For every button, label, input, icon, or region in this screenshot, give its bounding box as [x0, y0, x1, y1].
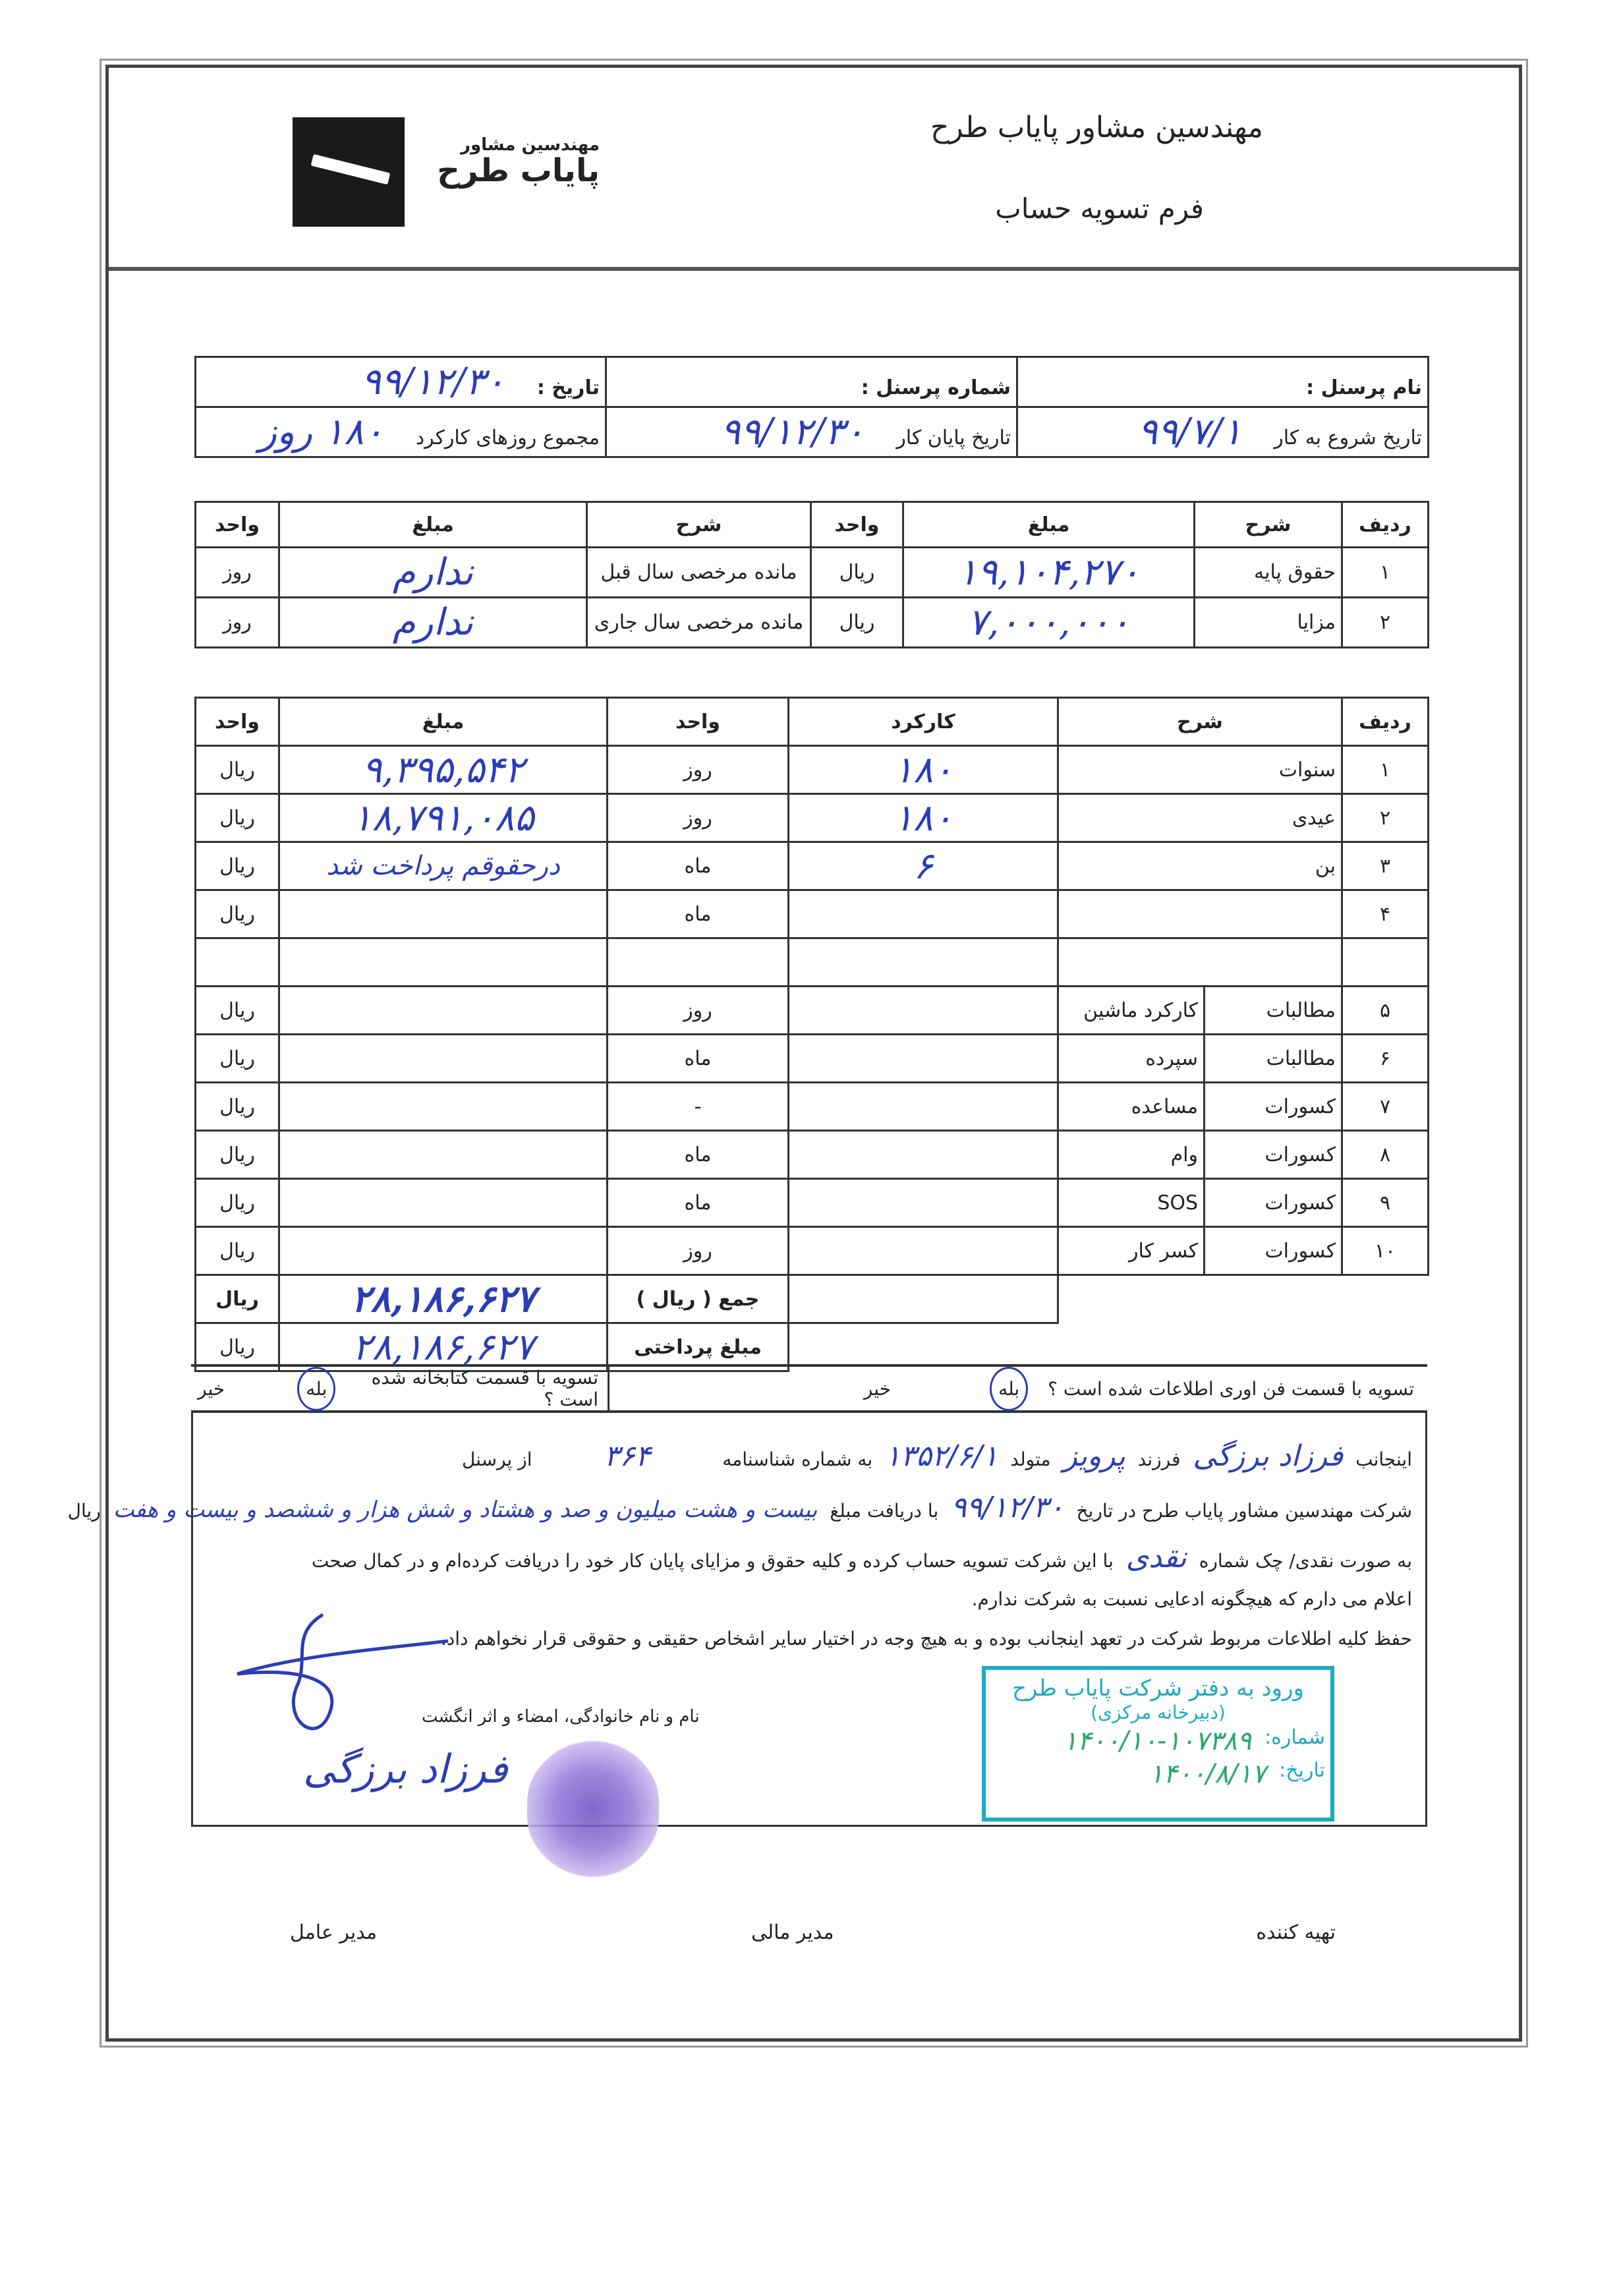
total-row	[196, 1275, 1429, 1323]
row-unit: ماه	[608, 1179, 789, 1227]
column-header: واحد	[811, 502, 903, 548]
row-currency: ریال	[196, 1227, 279, 1275]
column-header: کارکرد	[789, 698, 1058, 746]
row-amount[interactable]	[279, 938, 608, 987]
row-description	[1058, 938, 1342, 987]
row-number	[1342, 938, 1429, 987]
row-work[interactable]	[789, 1131, 1058, 1179]
row-amount[interactable]	[279, 1179, 608, 1227]
logo-text	[415, 135, 600, 187]
statement-text: با دریافت مبلغ	[830, 1500, 939, 1522]
library-no-option[interactable]: خیر	[198, 1377, 225, 1400]
date-cell[interactable]	[196, 357, 606, 407]
row-unit: ماه	[608, 1131, 789, 1179]
statement-line-2	[68, 1491, 1412, 1526]
column-header: ردیف	[1342, 698, 1429, 746]
stamp-number-value: ۱۴۰۰/۱۰-۱۰۷۳۸۹	[1063, 1726, 1252, 1756]
row-amount[interactable]	[279, 1035, 608, 1083]
it-clearance	[857, 1367, 1421, 1410]
fingerprint-icon	[527, 1740, 659, 1878]
column-header: مبلغ	[279, 698, 608, 746]
table-row	[196, 548, 1429, 598]
row-category: کسورات	[1205, 1227, 1342, 1275]
row-number: ۳	[1342, 842, 1429, 890]
row-currency: ریال	[196, 746, 279, 794]
company-name: مهندسین مشاور پایاب طرح	[930, 111, 1263, 144]
finance-manager-label: مدیر مالی	[751, 1921, 834, 1944]
row-work[interactable]	[789, 1035, 1058, 1083]
row-amount[interactable]: درحقوقم پرداخت شد	[279, 842, 608, 890]
table-header-row	[196, 502, 1429, 548]
column-header: مبلغ	[279, 502, 587, 548]
date-label: تاریخ :	[536, 376, 600, 399]
table-row	[196, 746, 1429, 794]
total-unit: ریال	[196, 1275, 279, 1323]
column-header: ردیف	[1342, 502, 1429, 548]
signature-name: فرزاد برزگی	[303, 1746, 508, 1793]
row-unit: روز	[196, 598, 279, 648]
id-number[interactable]: ۳۶۴	[604, 1439, 651, 1473]
statement-text: متولد	[1010, 1449, 1051, 1470]
father-name[interactable]: پرویز	[1063, 1439, 1125, 1473]
statement-text: با این شرکت تسویه حساب کرده و کلیه حقوق و مزایای پایان کار خود را دریافت کرده‌ام و در کمال صحت	[311, 1550, 1114, 1572]
row-work[interactable]	[789, 938, 1058, 987]
table-row	[196, 890, 1429, 938]
row-unit: روز	[196, 548, 279, 598]
logo-subtitle: مهندسین مشاور	[461, 135, 600, 155]
row-amount[interactable]: ۱۸,۷۹۱,۰۸۵	[279, 794, 608, 842]
row-amount[interactable]: ۱۹,۱۰۴,۲۷۰	[903, 548, 1195, 598]
stamp-number-row	[991, 1726, 1325, 1756]
row-description: مساعده	[1058, 1083, 1205, 1131]
row-currency: ریال	[196, 794, 279, 842]
work-days-cell[interactable]	[196, 407, 606, 457]
statement-text: به شماره شناسنامه	[722, 1449, 873, 1470]
row-number: ۲	[1342, 598, 1429, 648]
row-work[interactable]: ۱۸۰	[789, 794, 1058, 842]
row-unit: روز	[608, 794, 789, 842]
personnel-info-table	[194, 356, 1429, 458]
empty-cell	[1342, 1275, 1429, 1323]
table-row	[196, 1083, 1429, 1131]
row-description: کسر کار	[1058, 1227, 1205, 1275]
row-number: ۲	[1342, 794, 1429, 842]
work-days-label: مجموع روزهای کارکرد	[415, 426, 600, 449]
row-amount[interactable]	[279, 1083, 608, 1131]
row-unit: ماه	[608, 1035, 789, 1083]
row-amount[interactable]	[279, 1131, 608, 1179]
total-amount[interactable]: ۲۸,۱۸۶,۶۲۷	[279, 1275, 608, 1323]
salary-table	[194, 501, 1429, 648]
signature-label: نام و نام خانوادگی، امضاء و اثر انگشت	[422, 1707, 700, 1727]
row-category: کسورات	[1205, 1083, 1342, 1131]
settlement-date[interactable]: ۹۹/۱۲/۳۰	[951, 1491, 1064, 1524]
amount-in-words[interactable]: بیست و هشت میلیون و صد و هشتاد و شش هزار و ششصد و بیست و هفت	[113, 1497, 818, 1523]
stamp-number-label: شماره:	[1264, 1726, 1325, 1749]
row-category: کسورات	[1205, 1179, 1342, 1227]
row-work[interactable]: ۱۸۰	[789, 746, 1058, 794]
column-header: واحد	[196, 698, 279, 746]
statement-line-5: حفظ کلیه اطلاعات مربوط شرکت در تعهد اینجانب بوده و به هیچ وجه در اختیار سایر اشخاص حقیقی و حقوقی قرار نخواهم داد.	[440, 1628, 1412, 1650]
row-amount[interactable]	[279, 890, 608, 938]
row-description: وام	[1058, 1131, 1205, 1179]
row-amount[interactable]: ۷,۰۰۰,۰۰۰	[903, 598, 1195, 648]
clearance-row	[191, 1364, 1427, 1413]
start-date-cell[interactable]	[1017, 407, 1429, 457]
row-number: ۵	[1342, 987, 1429, 1035]
row-number: ۱	[1342, 548, 1429, 598]
row-work[interactable]	[789, 1083, 1058, 1131]
birth-date[interactable]: ۱۳۵۲/۶/۱	[885, 1439, 998, 1473]
ceo-label: مدیر عامل	[290, 1921, 378, 1944]
settlement-table	[194, 697, 1429, 1372]
paid-amount[interactable]: ۲۸,۱۸۶,۶۲۷	[279, 1323, 608, 1371]
row-currency: ریال	[196, 1131, 279, 1179]
statement-text: فرزند	[1137, 1449, 1181, 1470]
row-unit: روز	[608, 746, 789, 794]
work-days-value: ۱۸۰ روز	[258, 411, 384, 453]
library-yes-option[interactable]: بله	[297, 1367, 335, 1411]
library-clearance	[191, 1367, 605, 1410]
row-currency: ریال	[196, 1035, 279, 1083]
company-logo-icon	[293, 117, 405, 227]
row-number: ۹	[1342, 1179, 1429, 1227]
row-number: ۱۰	[1342, 1227, 1429, 1275]
row-number: ۴	[1342, 890, 1429, 938]
logo-title: پایاب طرح	[437, 152, 600, 189]
row-unit: ریال	[811, 598, 903, 648]
table-row	[196, 938, 1429, 987]
row-description: سپرده	[1058, 1035, 1205, 1083]
table-row	[196, 1131, 1429, 1179]
row-currency: ریال	[196, 1179, 279, 1227]
row-number: ۱	[1342, 746, 1429, 794]
row-work[interactable]	[789, 1179, 1058, 1227]
it-no-option[interactable]: خیر	[863, 1377, 892, 1400]
column-header: شرح	[587, 502, 811, 548]
end-date-label: تاریخ پایان کار	[896, 426, 1011, 449]
table-row	[196, 598, 1429, 648]
row-description: SOS	[1058, 1179, 1205, 1227]
empty-cell	[1058, 1275, 1342, 1323]
total-label: جمع ( ریال )	[608, 1275, 789, 1323]
statement-text: شرکت مهندسین مشاور پایاب طرح در تاریخ	[1076, 1500, 1412, 1522]
personnel-number-cell[interactable]	[606, 357, 1017, 407]
table-row	[196, 1035, 1429, 1083]
column-header: شرح	[1195, 502, 1342, 548]
row-amount[interactable]	[279, 1227, 608, 1275]
row-category: کسورات	[1205, 1131, 1342, 1179]
date-value: ۹۹/۱۲/۳۰	[361, 360, 505, 403]
personnel-name-cell[interactable]	[1017, 357, 1429, 407]
stamp-subtitle: (دبیرخانه مرکزی)	[1091, 1702, 1226, 1723]
statement-text: از پرسنل	[461, 1449, 532, 1470]
payment-method[interactable]: نقدی	[1125, 1541, 1187, 1574]
column-header: واحد	[196, 502, 279, 548]
personnel-number-label: شماره پرسنل :	[861, 376, 1011, 399]
table-row	[196, 794, 1429, 842]
paid-label: مبلغ پرداختی	[608, 1323, 789, 1371]
start-date-value: ۹۹/۷/۱	[1137, 411, 1242, 453]
empty-cell	[789, 1275, 1058, 1323]
row-amount[interactable]	[279, 987, 608, 1035]
library-clearance-question: تسویه با قسمت کتابخانه شده است ؟	[371, 1367, 598, 1410]
employee-name[interactable]: فرزاد برزگی	[1193, 1439, 1344, 1473]
row-description: مزایا	[1195, 598, 1342, 648]
row-category: مطالبات	[1205, 1035, 1342, 1083]
row-unit: -	[608, 1083, 789, 1131]
row-description: کارکرد ماشین	[1058, 987, 1205, 1035]
paid-unit: ریال	[196, 1323, 279, 1371]
table-row	[196, 842, 1429, 890]
statement-line-3	[312, 1541, 1412, 1576]
row-work[interactable]	[789, 987, 1058, 1035]
row-currency: ریال	[196, 842, 279, 890]
row-category: مطالبات	[1205, 987, 1342, 1035]
statement-text: اینجانب	[1355, 1449, 1412, 1470]
table-row	[196, 987, 1429, 1035]
form-title: فرم تسویه حساب	[995, 192, 1204, 225]
row-unit: ماه	[608, 842, 789, 890]
column-header: واحد	[608, 698, 789, 746]
stamp-date-row	[991, 1759, 1325, 1789]
statement-line-1	[462, 1439, 1412, 1474]
end-date-value: ۹۹/۱۲/۳۰	[720, 411, 865, 453]
table-header-row	[196, 698, 1429, 746]
row-currency: ریال	[196, 890, 279, 938]
row-unit: ریال	[811, 548, 903, 598]
row-number: ۸	[1342, 1131, 1429, 1179]
it-clearance-question: تسویه با قسمت فن اوری اطلاعات شده است ؟	[1048, 1377, 1414, 1400]
signature-icon	[211, 1608, 461, 1753]
start-date-label: تاریخ شروع به کار	[1274, 426, 1422, 449]
row-unit: روز	[608, 987, 789, 1035]
row-description: سنوات	[1058, 746, 1342, 794]
row-number: ۶	[1342, 1035, 1429, 1083]
table-row	[196, 1227, 1429, 1275]
statement-line-4: اعلام می دارم که هیچگونه ادعایی نسبت به شرکت ندارم.	[971, 1588, 1412, 1610]
preparer-signature-label: تهیه کننده	[1256, 1921, 1336, 1944]
row-work[interactable]	[789, 1227, 1058, 1275]
row-description: مانده مرخصی سال قبل	[587, 548, 811, 598]
row-description: مانده مرخصی سال جاری	[587, 598, 811, 648]
column-header: شرح	[1058, 698, 1342, 746]
statement-text: ریال	[67, 1500, 101, 1522]
row-unit	[608, 938, 789, 987]
registry-stamp	[982, 1666, 1334, 1822]
row-currency	[196, 938, 279, 987]
row-description: حقوق پایه	[1195, 548, 1342, 598]
table-row	[196, 1179, 1429, 1227]
statement-text: به صورت نقدی/ چک شماره	[1199, 1550, 1412, 1572]
row-unit: ماه	[608, 890, 789, 938]
column-header: مبلغ	[903, 502, 1195, 548]
row-number: ۷	[1342, 1083, 1429, 1131]
row-amount[interactable]: ندارم	[279, 548, 587, 598]
row-amount[interactable]: ۹,۳۹۵,۵۴۲	[279, 746, 608, 794]
clearance-divider	[608, 1367, 610, 1410]
stamp-date-value: ۱۴۰۰/۸/۱۷	[1149, 1759, 1266, 1789]
row-currency: ریال	[196, 1083, 279, 1131]
end-date-cell[interactable]	[606, 407, 1017, 457]
it-yes-option[interactable]: بله	[990, 1367, 1028, 1411]
row-work[interactable]: ۶	[789, 842, 1058, 890]
row-description	[1058, 890, 1342, 938]
row-amount[interactable]: ندارم	[279, 598, 587, 648]
row-description: بن	[1058, 842, 1342, 890]
row-work[interactable]	[789, 890, 1058, 938]
row-description: عیدی	[1058, 794, 1342, 842]
stamp-title: ورود به دفتر شرکت پایاب طرح	[1012, 1675, 1304, 1702]
personnel-name-label: نام پرسنل :	[1306, 376, 1422, 399]
row-unit: روز	[608, 1227, 789, 1275]
header-divider	[109, 267, 1519, 271]
row-currency: ریال	[196, 987, 279, 1035]
stamp-date-label: تاریخ:	[1279, 1759, 1325, 1782]
